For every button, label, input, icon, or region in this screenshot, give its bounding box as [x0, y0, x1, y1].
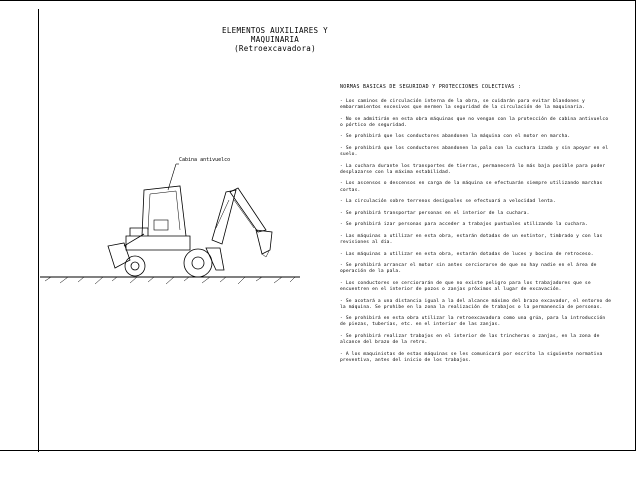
norm-item: - Se prohibirá que los conductores abandonen la pala con la cuchara izada y sin apoyar en el suelo.: [340, 146, 609, 158]
stabilizer-leg: [206, 248, 224, 270]
norm-item: - Se prohibirá realizar trabajos en el interior de las trincheras o zanjas, en la zona de alcance del brazo de la retro.: [340, 333, 600, 346]
cabin-callout-label: Cabina antivuelco: [179, 157, 231, 163]
front-bucket: [108, 243, 130, 268]
norm-item: - Se prohibirá arrancar el motor sin antes cerciorarse de que no hay nadie en el área de operación de la pala.: [340, 263, 597, 275]
norm-item: - Se acotará a una distancia igual a la del alcance máximo del brazo excavador, el entorno de la máquina. Se prohibe en la zona la realización de trabajos o la permanencia de personas.: [340, 298, 612, 310]
norm-item: - Las máquinas a utilizar en esta obra, estarán dotadas de un extintor, timbrado y con las revisiones al día.: [340, 233, 603, 245]
ground-hatching: [45, 277, 295, 284]
backhoe-dipper-arm: [230, 188, 266, 232]
norms-heading: NORMAS BASICAS DE SEGURIDAD Y PROTECCIONES COLECTIVAS :: [340, 84, 522, 90]
cabin-frame: [142, 186, 186, 236]
safety-norms-text: [340, 84, 612, 369]
norm-item: - Las máquinas a utilizar en esta obra, estarán dotadas de luces y bocina de retroceso.: [340, 251, 594, 257]
engine-hood: [130, 228, 148, 236]
title-line-1: ELEMENTOS AUXILIARES Y MAQUINARIA: [222, 26, 328, 44]
front-wheel: [125, 256, 145, 276]
backhoe-bucket: [256, 230, 272, 254]
page-title: [200, 26, 350, 53]
arm-cylinder: [234, 200, 254, 228]
norm-item: - Los caminos de circulación interna de la obra, se cuidarán para evitar blandones y embarramientos excesivos que mermen la seguridad de la circulación de la maquinaria.: [340, 99, 585, 111]
norm-item: - Los ascensos o descensos en carga de la máquina se efectuarán siempre utilizando marchas cortas.: [340, 181, 603, 193]
cabin-window: [148, 191, 180, 230]
operator-seat: [154, 220, 168, 230]
norm-item: - La circulación sobre terrenos desiguales se efectuará a velocidad lenta.: [340, 199, 556, 205]
norm-item: - La cuchara durante los transportes de tierras, permanecerá lo más baja posible para poder desplazarse con la máxima estabilidad.: [340, 163, 606, 175]
norm-item: - A los maquinistas de estas máquinas se les comunicará por escrito la siguiente normativa preventiva, antes del inicio de los trabajos.: [340, 351, 603, 363]
backhoe-boom: [212, 190, 236, 244]
norm-item: - Se prohibirá izar personas para acceder a trabajos puntuales utilizando la cuchara.: [340, 222, 588, 228]
norm-item: - Se prohibirá en esta obra utilizar la retroexcavadora como una grúa, para la introducción de piezas, tuberías, etc. en el interior de las zanjas.: [340, 316, 606, 328]
rear-wheel-hub: [192, 257, 204, 269]
front-wheel-hub: [131, 262, 139, 270]
rear-wheel: [184, 249, 212, 277]
norm-item: - Se prohibirá transportar personas en el interior de la cuchara.: [340, 210, 530, 216]
norm-item: - Los conductores se cerciorarán de que no existe peligro para los trabajadores que se encuentren en el interior de pozos o zanjas próximos al lugar de excavación.: [340, 280, 591, 292]
norm-item: - Se prohibirá que los conductores abandonen la máquina con el motor en marcha.: [340, 134, 571, 140]
chassis: [126, 236, 190, 250]
title-line-2: (Retroexcavadora): [234, 44, 316, 53]
norm-item: - No se admitirán en esta obra máquinas que no vengan con la protección de cabina antivuelco o pórtico de seguridad.: [340, 116, 609, 128]
callout-leader: [168, 164, 176, 190]
backhoe-loader-illustration: [40, 150, 300, 300]
